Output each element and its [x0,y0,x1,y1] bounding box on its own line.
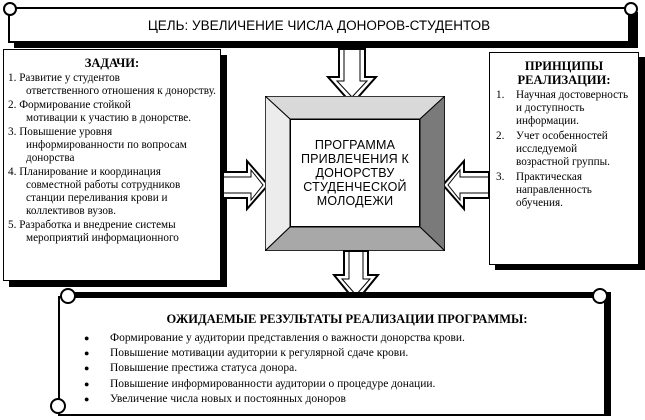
principle-item: 1. Научная достоверность и доступность информации. [496,89,629,127]
task-item: 5. Разработка и внедрение системы мероприятий информационного [8,219,179,244]
result-item: ● Формирование у аудитории представления о важности донорства крови. [76,331,592,346]
result-item: ● Повышение престижа статуса донора. [76,361,592,376]
result-item: ● Повышение информированности аудитории о процедуре донации. [76,377,592,392]
result-item: ● Увеличение числа новых и постоянных доноров [76,392,592,407]
program-box [290,119,420,227]
results-title: ОЖИДАЕМЫЕ РЕЗУЛЬТАТЫ РЕАЛИЗАЦИИ ПРОГРАММЫ: [166,312,528,326]
tasks-panel [3,49,221,281]
principle-item: 2. Учет особенностей исследуемой возрастной группы. [496,130,610,168]
principle-item: 3. Практическая направленность обучения. [496,171,592,209]
results-scroll-curl-top-right [592,288,608,304]
arrow-principles-to-program [442,160,490,210]
task-item: 1. Развитие у студентов ответственного отношения к донорству. [8,72,216,97]
goal-scroll-curl-right [624,2,638,16]
arrow-tasks-to-program [223,160,269,210]
bullet-icon: ● [84,348,90,359]
goal-text: ЦЕЛЬ: УВЕЛИЧЕНИЕ ЧИСЛА ДОНОРОВ-СТУДЕНТОВ [147,17,491,33]
bullet-icon: ● [84,378,90,389]
principles-list [496,89,632,210]
tasks-title: ЗАДАЧИ: [84,56,140,70]
program-text: ПРОГРАММА ПРИВЛЕЧЕНИЯ К ДОНОРСТВУ СТУДЕНЧЕСКОЙ МОЛОДЕЖИ [300,138,410,208]
task-item: 2. Формирование стойкой мотивации к участию в донорстве. [8,99,192,124]
results-list [76,331,592,407]
task-item: 3. Повышение уровня информированности по вопросам донорства [8,126,187,164]
results-panel [58,296,606,416]
bullet-icon: ● [84,393,90,404]
principles-title: ПРИНЦИПЫ РЕАЛИЗАЦИИ: [517,59,611,87]
bullet-icon: ● [84,363,90,374]
tasks-list [8,72,216,245]
principles-panel [489,52,639,265]
goal-banner [8,7,630,43]
results-scroll-curl-top-left [60,288,76,304]
task-item: 4. Планирование и координация совместной работы сотрудников станции переливания крови и коллективов вузов. [8,166,181,217]
results-scroll-curl-bottom-left [50,398,66,414]
bullet-icon: ● [84,333,90,343]
result-item: ● Повышение мотивации аудитории к регулярной сдаче крови. [76,346,592,361]
goal-scroll-curl-left [3,2,17,16]
